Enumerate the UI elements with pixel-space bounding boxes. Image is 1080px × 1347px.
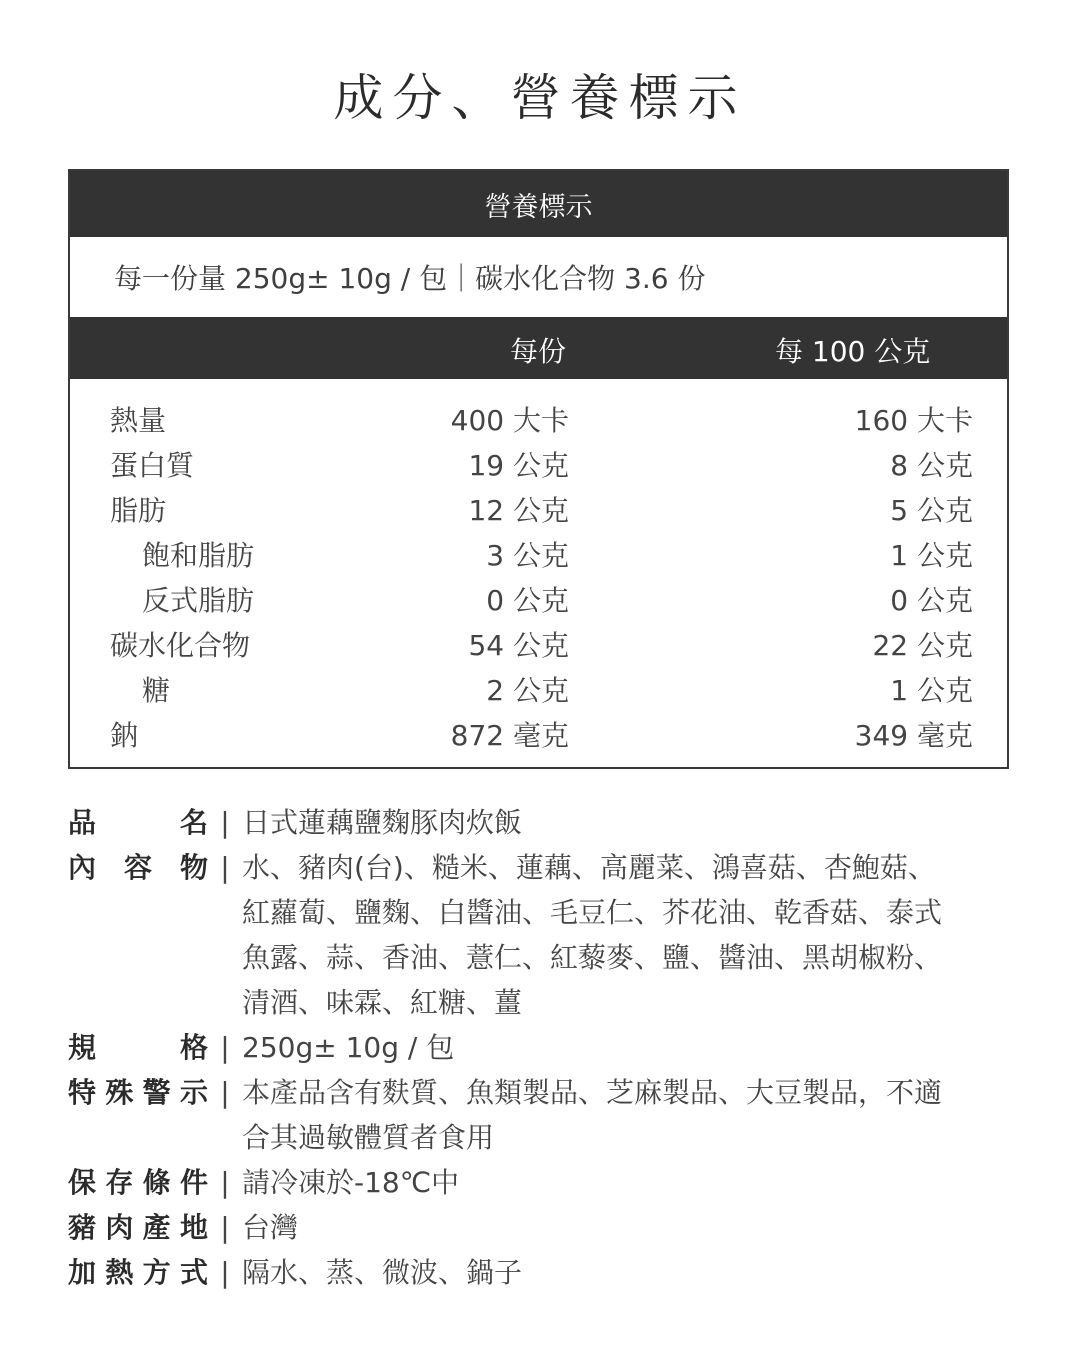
info-value-line: 本產品含有麩質、魚類製品、芝麻製品、大豆製品，不適 [242,1076,943,1109]
value-per-100g: 349 毫克 [854,719,973,752]
nutrition-row [70,714,1007,759]
info-value-line: 合其過敏體質者食用 [242,1121,495,1154]
column-header-row [70,317,1007,379]
info-separator: | [220,1166,230,1199]
info-separator: | [220,806,230,839]
value-per-serving: 19 公克 [468,449,569,482]
nutrient-label: 糖 [142,674,171,707]
value-per-100g: 5 公克 [890,494,973,527]
value-per-serving: 3 公克 [486,539,569,572]
info-label: 內 容 物 [68,851,208,884]
nutrient-label: 脂肪 [110,494,167,527]
info-value [242,800,1018,845]
info-value [242,1160,1018,1205]
nutrient-label: 熱量 [110,404,167,437]
nutrient-label: 反式脂肪 [142,584,255,617]
info-value [242,845,1018,1025]
nutrition-row [70,534,1007,579]
info-value [242,1205,1018,1250]
info-label: 保 存 條 件 [68,1166,208,1199]
nutrient-label: 飽和脂肪 [142,539,255,572]
info-separator: | [220,1256,230,1289]
info-label: 規 格 [68,1031,208,1064]
value-per-serving: 54 公克 [468,629,569,662]
info-value-line: 紅蘿蔔、鹽麴、白醬油、毛豆仁、芥花油、乾香菇、泰式 [242,896,943,929]
info-value [242,1025,1018,1070]
nutrition-table [68,169,1009,769]
page-title: 成分、營養標示 [333,69,747,127]
value-per-100g: 160 大卡 [854,404,973,437]
serving-size: 每一份量 250g± 10g / 包｜碳水化合物 3.6 份 [114,262,706,295]
value-per-100g: 8 公克 [890,449,973,482]
info-value [242,1250,1018,1295]
nutrition-table-header: 營養標示 [70,171,1007,237]
info-row [68,800,1018,845]
info-row [68,1205,1018,1250]
nutrition-rows [70,379,1007,759]
info-separator: | [220,1211,230,1244]
value-per-serving: 872 毫克 [450,719,569,752]
info-value-line: 水、豬肉(台)、糙米、蓮藕、高麗菜、鴻喜菇、杏鮑菇、 [242,851,936,884]
info-label: 加 熱 方 式 [68,1256,208,1289]
info-row [68,1160,1018,1205]
nutrition-row [70,489,1007,534]
info-separator: | [220,851,230,884]
nutrition-row [70,444,1007,489]
value-per-serving: 2 公克 [486,674,569,707]
info-label: 特 殊 警 示 [68,1076,208,1109]
info-row [68,1025,1018,1070]
info-value-line: 魚露、蒜、香油、薏仁、紅藜麥、鹽、醬油、黑胡椒粉、 [242,941,943,974]
value-per-100g: 1 公克 [890,674,973,707]
info-label: 品 名 [68,806,208,839]
value-per-serving: 0 公克 [486,584,569,617]
info-value-line: 台灣 [242,1211,299,1244]
value-per-100g: 1 公克 [890,539,973,572]
info-row [68,1070,1018,1160]
value-per-100g: 0 公克 [890,584,973,617]
info-value-line: 250g± 10g / 包 [242,1031,455,1064]
column-header-per-100g: 每 100 公克 [775,335,931,368]
info-value-line: 清酒、味霖、紅糖、薑 [242,986,523,1019]
nutrient-label: 蛋白質 [110,449,195,482]
info-separator: | [220,1031,230,1064]
info-value-line: 隔水、蒸、微波、鍋子 [242,1256,523,1289]
nutrition-row [70,399,1007,444]
nutrition-row [70,579,1007,624]
info-row [68,1250,1018,1295]
column-header-per-serving: 每份 [510,335,567,368]
value-per-serving: 12 公克 [468,494,569,527]
nutrient-label: 碳水化合物 [110,629,251,662]
info-value-line: 日式蓮藕鹽麴豚肉炊飯 [242,806,523,839]
nutrition-row [70,624,1007,669]
nutrient-label: 鈉 [110,719,139,752]
info-separator: | [220,1076,230,1109]
info-row [68,845,1018,1025]
info-value [242,1070,1018,1160]
product-info [68,800,1018,1295]
info-label: 豬 肉 產 地 [68,1211,208,1244]
value-per-serving: 400 大卡 [450,404,569,437]
value-per-100g: 22 公克 [872,629,973,662]
nutrition-row [70,669,1007,714]
info-value-line: 請冷凍於-18℃中 [242,1166,460,1199]
